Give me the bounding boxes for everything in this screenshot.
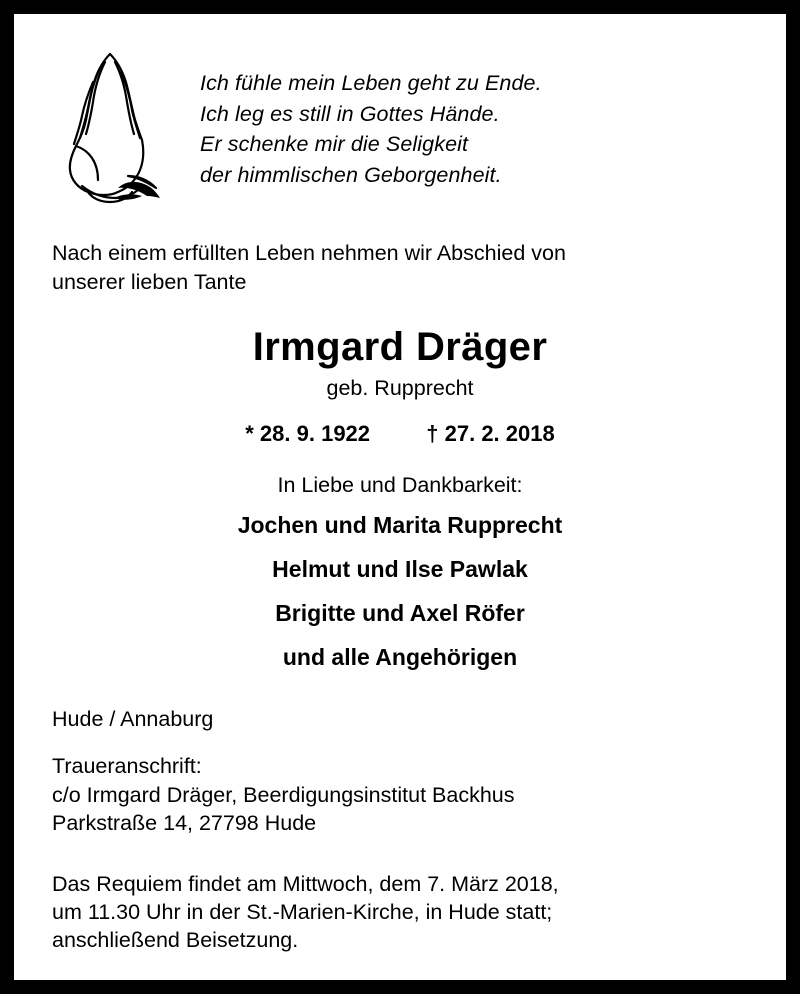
verse-line: Ich fühle mein Leben geht zu Ende.	[200, 71, 542, 95]
birth-date: * 28. 9. 1922	[245, 421, 371, 447]
life-dates	[52, 421, 748, 447]
service-details	[52, 870, 748, 955]
mourner-item: Brigitte und Axel Röfer	[275, 600, 525, 627]
verse-line: Er schenke mir die Seligkeit	[200, 132, 469, 157]
address-label: Traueranschrift:	[52, 754, 202, 779]
place-line: Hude / Annaburg	[52, 707, 214, 732]
service-line: anschließend Beisetzung.	[52, 928, 299, 953]
death-date: † 27. 2. 2018	[426, 421, 555, 447]
mourner-item: und alle Angehörigen	[282, 644, 518, 671]
service-line: Das Requiem findet am Mittwoch, dem 7. März 2018,	[52, 871, 559, 896]
intro-line: Nach einem erfüllten Leben nehmen wir Abschied von	[52, 241, 566, 265]
intro-line: unserer lieben Tante	[52, 270, 247, 295]
service-line: um 11.30 Uhr in der St.-Marien-Kirche, in Hude statt;	[52, 899, 553, 924]
address-line: c/o Irmgard Dräger, Beerdigungsinstitut Backhus	[52, 782, 515, 807]
verse-line: der himmlischen Geborgenheit.	[200, 162, 502, 187]
header-section	[52, 40, 748, 215]
mourner-item: Jochen und Marita Rupprecht	[237, 512, 563, 539]
gratitude-line: In Liebe und Dankbarkeit:	[277, 473, 523, 498]
maiden-name: geb. Rupprecht	[326, 376, 474, 401]
verse-block	[182, 68, 748, 190]
mourners-list	[52, 512, 748, 671]
mourner-item: Helmut und Ilse Pawlak	[272, 556, 528, 583]
address-line: Parkstraße 14, 27798 Hude	[52, 811, 317, 836]
intro-text	[52, 239, 748, 297]
praying-hands-icon	[52, 48, 172, 208]
deceased-name: Irmgard Dräger	[252, 325, 548, 370]
verse-line: Ich leg es still in Gottes Hände.	[200, 101, 500, 126]
mourning-address	[52, 752, 748, 837]
